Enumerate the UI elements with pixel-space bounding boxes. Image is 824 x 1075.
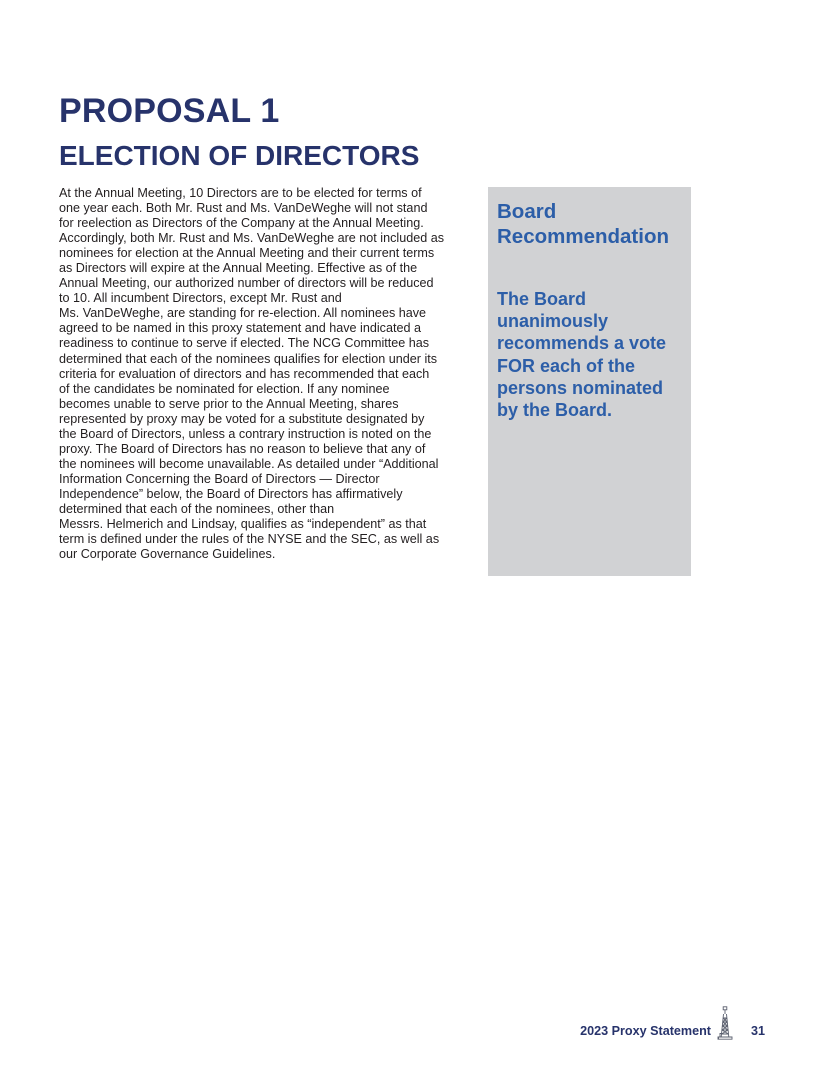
paragraph-line: our Corporate Governance Guidelines. [59,547,276,562]
recommendation-line: The Board [497,289,587,309]
paragraph-line: becomes unable to serve prior to the Annual Meeting, shares [59,396,399,411]
paragraph-line: term is defined under the rules of the NYSE and the SEC, as well as [59,532,440,547]
recommendation-line: FOR each of the [497,355,636,376]
paragraph-line: Ms. VanDeWeghe, are standing for re-election. All nominees have [59,306,427,321]
election-paragraph [59,186,484,562]
recommendation-line: unanimously [497,311,609,332]
recommendation-line: by the Board. [497,400,613,421]
board-recommendation-text [497,288,666,421]
paragraph-line: readiness to continue to serve if elected. The NCG Committee has [59,336,430,351]
paragraph-line: the Board of Directors, unless a contrary instruction is noted on the [59,426,432,441]
page-footer [580,1004,765,1040]
paragraph-line: proxy. The Board of Directors has no reason to believe that any of [59,441,426,456]
derrick-logo-icon [717,1006,733,1040]
paragraph-line: Information Concerning the Board of Directors — Director [59,471,380,486]
paragraph-line: agreed to be named in this proxy statement and have indicated a [59,321,421,336]
heading-line: Board [497,200,557,223]
proposal-title: PROPOSAL 1 [59,92,280,130]
paragraph-line: to 10. All incumbent Directors, except Mr. Rust and [59,291,342,306]
paragraph-line: Accordingly, both Mr. Rust and Ms. VanDeWeghe are not included as [59,231,445,246]
section-title: ELECTION OF DIRECTORS [59,140,420,171]
board-recommendation-heading [497,199,669,249]
paragraph-line: as Directors will expire at the Annual Meeting. Effective as of the [59,261,418,276]
page-number: 31 [750,1024,765,1038]
board-recommendation-box [488,187,691,576]
paragraph-line: Messrs. Helmerich and Lindsay, qualifies as “independent” as that [59,517,427,532]
paragraph-line: represented by proxy may be voted for a substitute designated by [59,411,425,426]
paragraph-line: for reelection as Directors of the Company at the Annual Meeting. [59,216,424,231]
recommendation-line: recommends a vote [497,333,667,354]
paragraph-line: of the candidates be nominated for election. If any nominee [59,381,390,396]
paragraph-line: one year each. Both Mr. Rust and Ms. VanDeWeghe will not stand [59,201,428,216]
paragraph-line: the nominees will become unavailable. As detailed under “Additional [59,456,439,471]
paragraph-line: Independence” below, the Board of Directors has affirmatively [59,486,403,501]
document-title: 2023 Proxy Statement [580,1024,711,1038]
paragraph-line: criteria for evaluation of directors and has recommended that each [59,366,430,381]
paragraph-line: determined that each of the nominees qualifies for election under its [59,351,438,366]
paragraph-line: determined that each of the nominees, other than [59,501,335,516]
paragraph-line: nominees for election at the Annual Meeting and their current terms [59,246,435,261]
paragraph-line: Annual Meeting, our authorized number of directors will be reduced [59,276,434,291]
heading-line: Recommendation [497,225,669,248]
recommendation-line: persons nominated [497,377,664,398]
paragraph-line: At the Annual Meeting, 10 Directors are to be elected for terms of [59,186,422,200]
